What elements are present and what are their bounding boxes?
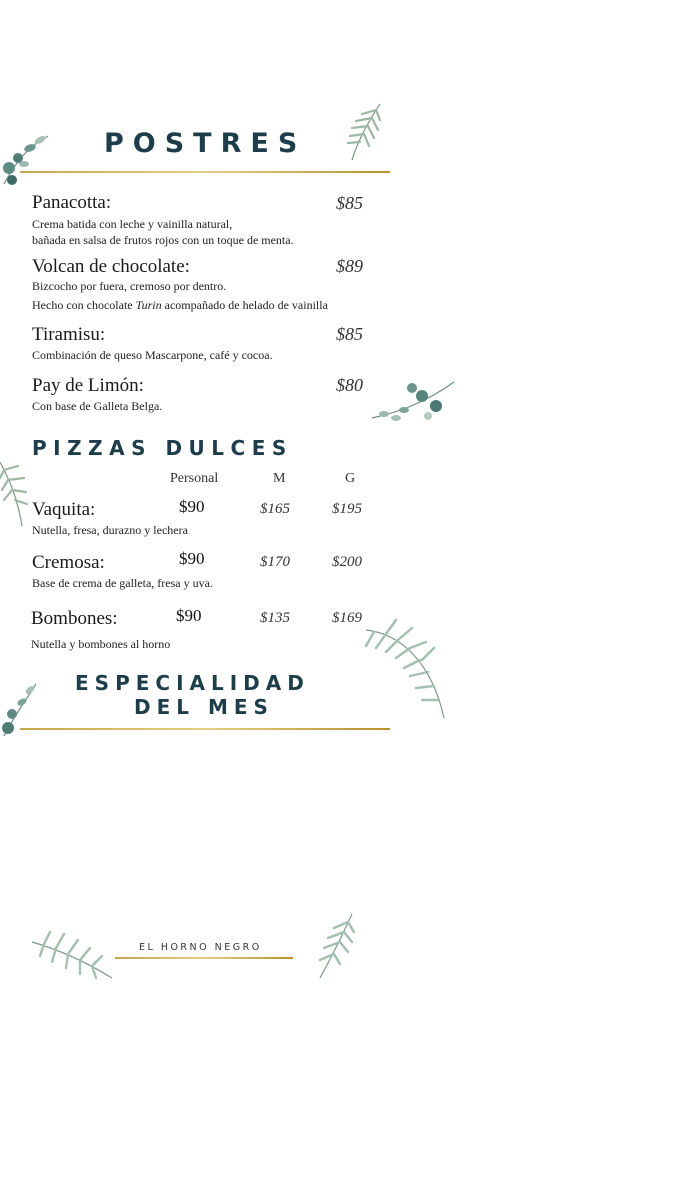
pizza-price-g: $195 <box>332 501 362 517</box>
desc-text: acompañado de helado de vainilla <box>161 298 328 312</box>
pizza-price-m: $135 <box>260 610 290 626</box>
menu-item-price: $80 <box>336 375 363 395</box>
pizza-price-personal: $90 <box>179 549 205 568</box>
pizza-price-g: $200 <box>332 554 362 570</box>
column-header-personal: Personal <box>170 471 219 486</box>
menu-item-name: Volcan de chocolate: <box>32 256 190 277</box>
pizza-name: Bombones: <box>31 608 118 629</box>
fern-right-icon <box>312 912 358 980</box>
menu-item-price: $85 <box>336 193 363 213</box>
section-title-pizzas: PIZZAS DULCES <box>32 436 293 460</box>
pizza-description: Nutella y bombones al horno <box>31 637 171 651</box>
menu-item-name: Pay de Limón: <box>32 375 144 396</box>
menu-item-description: Combinación de queso Mascarpone, café y cocoa. <box>32 348 273 362</box>
leafy-branch-icon <box>0 456 30 528</box>
section-title-postres: POSTRES <box>104 128 307 159</box>
menu-item-description: Crema batida con leche y vainilla natural, <box>32 217 233 231</box>
footer-brand: EL HORNO NEGRO <box>139 942 262 953</box>
pizza-price-m: $170 <box>260 554 290 570</box>
desc-text: Hecho con chocolate <box>32 298 136 312</box>
column-header-m: M <box>273 471 286 486</box>
footer-divider <box>115 957 293 959</box>
eucalyptus-leaves-icon <box>0 128 52 190</box>
menu-item-price: $89 <box>336 256 363 276</box>
pizza-price-personal: $90 <box>179 497 205 516</box>
gold-divider <box>20 728 390 730</box>
fern-leaf-icon <box>336 102 384 162</box>
section-title-del-mes: DEL MES <box>134 695 274 719</box>
willow-leaves-icon <box>362 614 454 722</box>
pizza-description: Base de crema de galleta, fresa y uva. <box>32 576 213 590</box>
pizza-name: Vaquita: <box>32 499 96 520</box>
menu-item-price: $85 <box>336 324 363 344</box>
pizza-price-g: $169 <box>332 610 362 626</box>
pizza-price-m: $165 <box>260 501 290 517</box>
menu-item-description <box>32 297 328 313</box>
gold-divider <box>20 171 390 173</box>
brand-name: Turin <box>135 298 162 312</box>
menu-item-name: Panacotta: <box>32 192 112 213</box>
menu-item-description: Bizcocho por fuera, cremoso por dentro. <box>32 279 227 293</box>
pizza-description: Nutella, fresa, durazno y lechera <box>32 523 188 537</box>
pizza-name: Cremosa: <box>32 552 105 573</box>
menu-item-description: Con base de Galleta Belga. <box>32 399 163 413</box>
eucalyptus-branch-icon <box>370 378 456 426</box>
menu-item-description: bañada en salsa de frutos rojos con un toque de menta. <box>32 233 294 247</box>
pizza-price-personal: $90 <box>176 606 202 625</box>
column-header-g: G <box>345 471 356 486</box>
section-title-especialidad: ESPECIALIDAD <box>75 671 310 695</box>
menu-item-name: Tiramisu: <box>32 324 106 345</box>
fern-left-icon <box>30 928 114 980</box>
